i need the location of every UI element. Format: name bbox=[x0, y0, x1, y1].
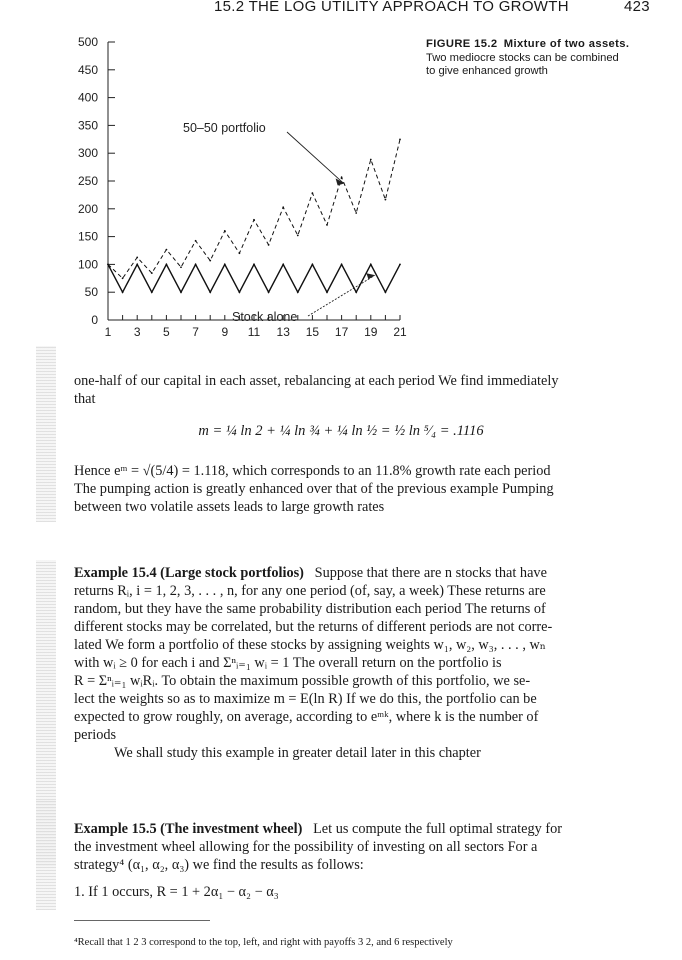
data-point bbox=[282, 206, 284, 208]
paragraph bbox=[74, 372, 656, 408]
data-point bbox=[312, 192, 314, 194]
data-point bbox=[180, 291, 182, 293]
data-point bbox=[370, 264, 372, 266]
text-line: the investment wheel allowing for the possibility of investing on all sectors For a bbox=[74, 839, 538, 855]
data-point bbox=[341, 264, 343, 266]
data-point bbox=[268, 291, 270, 293]
text-line: random, but they have the same probability distribution each period The returns of bbox=[74, 601, 546, 617]
chart-series bbox=[107, 139, 401, 294]
data-point bbox=[355, 212, 357, 214]
x-tick-label: 5 bbox=[163, 325, 170, 339]
data-point bbox=[326, 224, 328, 226]
x-tick-label: 3 bbox=[133, 325, 141, 339]
list-item-1: 1. If 1 occurs, R = 1 + 2α₁ − α₂ − α₃ bbox=[74, 884, 279, 900]
y-tick-label: 400 bbox=[77, 90, 98, 105]
footnote-rule bbox=[74, 920, 210, 921]
data-point bbox=[297, 291, 299, 293]
x-tick-label: 1 bbox=[104, 325, 112, 339]
data-point bbox=[297, 235, 299, 237]
caption-title: Mixture of two assets. bbox=[503, 38, 630, 50]
y-tick-label: 300 bbox=[77, 146, 98, 161]
y-tick-label: 500 bbox=[77, 35, 98, 49]
x-tick-label: 7 bbox=[192, 325, 199, 339]
text-line: returns Rᵢ, i = 1, 2, 3, . . . , n, for any one period (of, say, a week) These returns are bbox=[74, 583, 546, 599]
text-line: R = Σⁿᵢ₌₁ wᵢRᵢ. To obtain the maximum possible growth of this portfolio, we se- bbox=[74, 673, 531, 689]
data-point bbox=[151, 291, 153, 293]
text-line: We shall study this example in greater detail later in this chapter bbox=[114, 745, 481, 761]
data-point bbox=[136, 257, 138, 259]
text-line: periods bbox=[74, 727, 117, 743]
caption-line: to give enhanced growth bbox=[426, 65, 548, 77]
chart-annotations bbox=[183, 121, 375, 324]
text-line: strategy⁴ (α₁, α₂, α₃) we find the results as follows: bbox=[74, 857, 364, 873]
data-point bbox=[122, 277, 124, 279]
data-point bbox=[253, 264, 255, 266]
text-line: The pumping action is greatly enhanced over that of the previous example Pumping bbox=[74, 481, 554, 497]
data-point bbox=[385, 199, 387, 201]
text-line: one-half of our capital in each asset, rebalancing at each period We find immediately bbox=[74, 373, 559, 389]
example-title: Example 15.5 (The investment wheel) bbox=[74, 821, 303, 837]
data-point bbox=[151, 272, 153, 274]
text-line: Suppose that there are n stocks that have bbox=[314, 565, 547, 581]
x-tick-label: 19 bbox=[364, 325, 378, 339]
arrow-head bbox=[366, 273, 375, 279]
example-title: Example 15.4 (Large stock portfolios) bbox=[74, 565, 304, 581]
x-tick-label: 21 bbox=[393, 325, 407, 339]
margin-bar bbox=[36, 800, 56, 910]
data-point bbox=[268, 244, 270, 246]
x-tick-label: 13 bbox=[276, 325, 290, 339]
stock-series-line bbox=[108, 264, 400, 292]
data-point bbox=[166, 264, 168, 266]
text-line: expected to grow roughly, on average, according to eᵐᵏ, where k is the number of bbox=[74, 709, 539, 725]
paragraph bbox=[74, 462, 656, 516]
data-point bbox=[326, 291, 328, 293]
data-point bbox=[166, 249, 168, 251]
portfolio-label-arrow bbox=[287, 132, 344, 183]
data-point bbox=[224, 264, 226, 266]
x-tick-label: 15 bbox=[305, 325, 320, 339]
stock-label-arrow bbox=[308, 276, 373, 316]
text-line: different stocks may be correlated, but the returns of different periods are not corre- bbox=[74, 619, 553, 635]
data-point bbox=[385, 291, 387, 293]
text-line: Hence eᵐ = √(5/4) = 1.118, which corresponds to an 11.8% growth rate each period bbox=[74, 463, 551, 479]
caption-line: Two mediocre stocks can be combined bbox=[426, 51, 619, 64]
y-tick-label: 100 bbox=[77, 257, 98, 272]
y-tick-label: 0 bbox=[91, 313, 98, 327]
data-point bbox=[136, 264, 138, 266]
data-point bbox=[399, 264, 401, 266]
data-point bbox=[195, 240, 197, 242]
text-line: that bbox=[74, 391, 96, 407]
text-line: between two volatile assets leads to large growth rates bbox=[74, 499, 385, 515]
text-line: with wᵢ ≥ 0 for each i and Σⁿᵢ₌₁ wᵢ = 1 The overall return on the portfolio is bbox=[74, 655, 502, 671]
chart-axes bbox=[78, 35, 407, 339]
arrow-head bbox=[336, 178, 345, 185]
portfolio-series-line bbox=[108, 139, 400, 278]
data-point bbox=[209, 291, 211, 293]
y-tick-label: 450 bbox=[77, 62, 98, 77]
data-point bbox=[399, 139, 401, 141]
x-tick-label: 9 bbox=[221, 325, 229, 339]
data-point bbox=[195, 264, 197, 266]
portfolio-label: 50–50 portfolio bbox=[183, 121, 266, 135]
caption-label: FIGURE 15.2 bbox=[426, 38, 498, 50]
y-tick-label: 200 bbox=[77, 201, 98, 216]
data-point bbox=[370, 159, 372, 161]
figure-chart bbox=[0, 20, 420, 350]
data-point bbox=[224, 230, 226, 232]
data-point bbox=[122, 291, 124, 293]
figure-caption bbox=[426, 38, 666, 79]
equation-m: m = ¼ ln 2 + ¼ ln ¾ + ¼ ln ½ = ½ ln ⁵⁄₄ = .1116 bbox=[198, 423, 484, 439]
example-15-4 bbox=[74, 564, 656, 762]
x-tick-label: 17 bbox=[334, 325, 349, 339]
data-point bbox=[107, 264, 109, 266]
page-number: 423 bbox=[624, 0, 650, 15]
data-point bbox=[341, 176, 343, 178]
y-tick-label: 150 bbox=[77, 229, 98, 244]
stock-label: Stock alone bbox=[232, 310, 298, 324]
data-point bbox=[355, 291, 357, 293]
data-point bbox=[209, 260, 211, 262]
footnote: ⁴Recall that 1 2 3 correspond to the top, left, and right with payoffs 3 2, and 6 respectively bbox=[74, 937, 453, 948]
data-point bbox=[180, 266, 182, 268]
data-point bbox=[239, 291, 241, 293]
example-15-5 bbox=[74, 820, 656, 874]
data-point bbox=[239, 252, 241, 254]
text-line: lated We form a portfolio of these stocks by assigning weights w₁, w₂, w₃, . . . , wₙ bbox=[74, 637, 546, 653]
y-tick-label: 50 bbox=[84, 285, 98, 300]
text-line: Let us compute the full optimal strategy for bbox=[313, 821, 563, 837]
y-tick-label: 350 bbox=[77, 118, 98, 133]
y-tick-label: 250 bbox=[77, 174, 98, 188]
data-point bbox=[312, 264, 314, 266]
x-tick-label: 11 bbox=[247, 325, 261, 339]
data-point bbox=[253, 219, 255, 221]
data-point bbox=[282, 264, 284, 266]
text-line: lect the weights so as to maximize m = E(ln R) If we do this, the portfolio can be bbox=[74, 691, 537, 707]
section-title: 15.2 THE LOG UTILITY APPROACH TO GROWTH bbox=[214, 0, 569, 15]
